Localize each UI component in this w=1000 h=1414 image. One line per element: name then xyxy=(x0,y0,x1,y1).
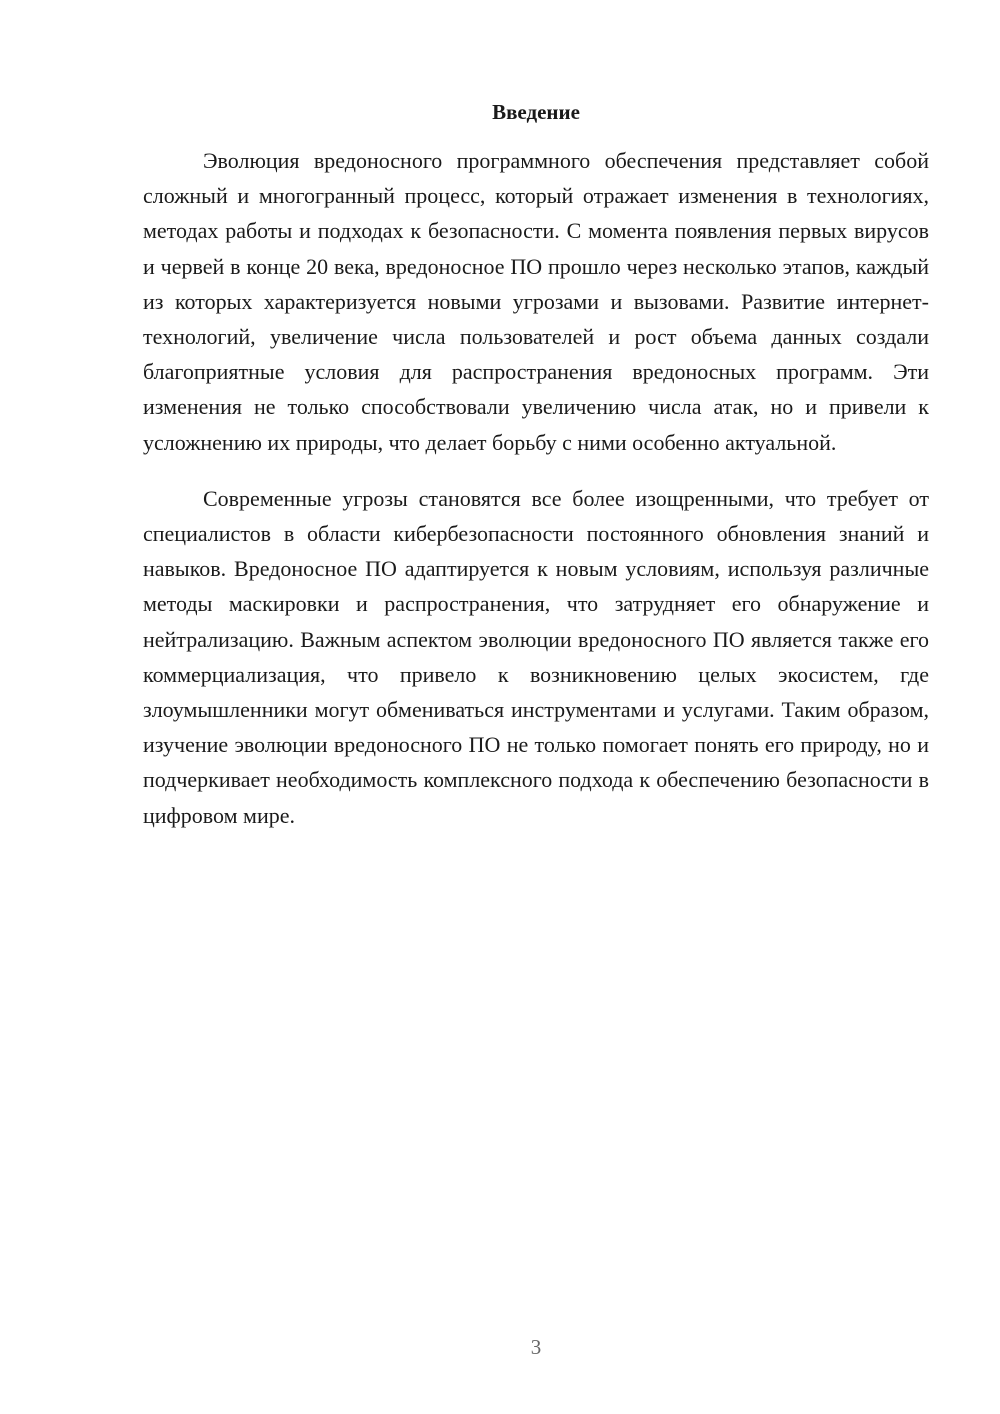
page-number: 3 xyxy=(530,1335,542,1359)
paragraph-2: Современные угрозы становятся все более изощренными, что требует от специалистов в области кибербезопасности постоянного обновления знаний и навыков. Вредоносное ПО адаптируется к новым условиям, используя различные методы маскировки и распространения, что затрудняет его обнаружение и нейтрализацию. Важным аспектом эволюции вредоносного ПО является также его коммерциализация, что привело к возникновению целых экосистем, где злоумышленники могут обмениваться инструментами и услугами. Таким образом, изучение эволюции вредоносного ПО не только помогает понять его природу, но и подчеркивает необходимость комплексного подхода к обеспечению безопасности в цифровом мире. xyxy=(143,485,929,828)
body-text xyxy=(143,143,929,833)
section-heading: Введение xyxy=(492,100,580,124)
paragraph-1: Эволюция вредоносного программного обеспечения представляет собой сложный и многогранный процесс, который отражает изменения в технологиях, методах работы и подходах к безопасности. С момента появления первых вирусов и червей в конце 20 века, вредоносное ПО прошло через несколько этапов, каждый из которых характеризуется новыми угрозами и вызовами. Развитие интернет-технологий, увеличение числа пользователей и рост объема данных создали благоприятные условия для распространения вредоносных программ. Эти изменения не только способствовали увеличению числа атак, но и привели к усложнению их природы, что делает борьбу с ними особенно актуальной. xyxy=(143,148,929,455)
